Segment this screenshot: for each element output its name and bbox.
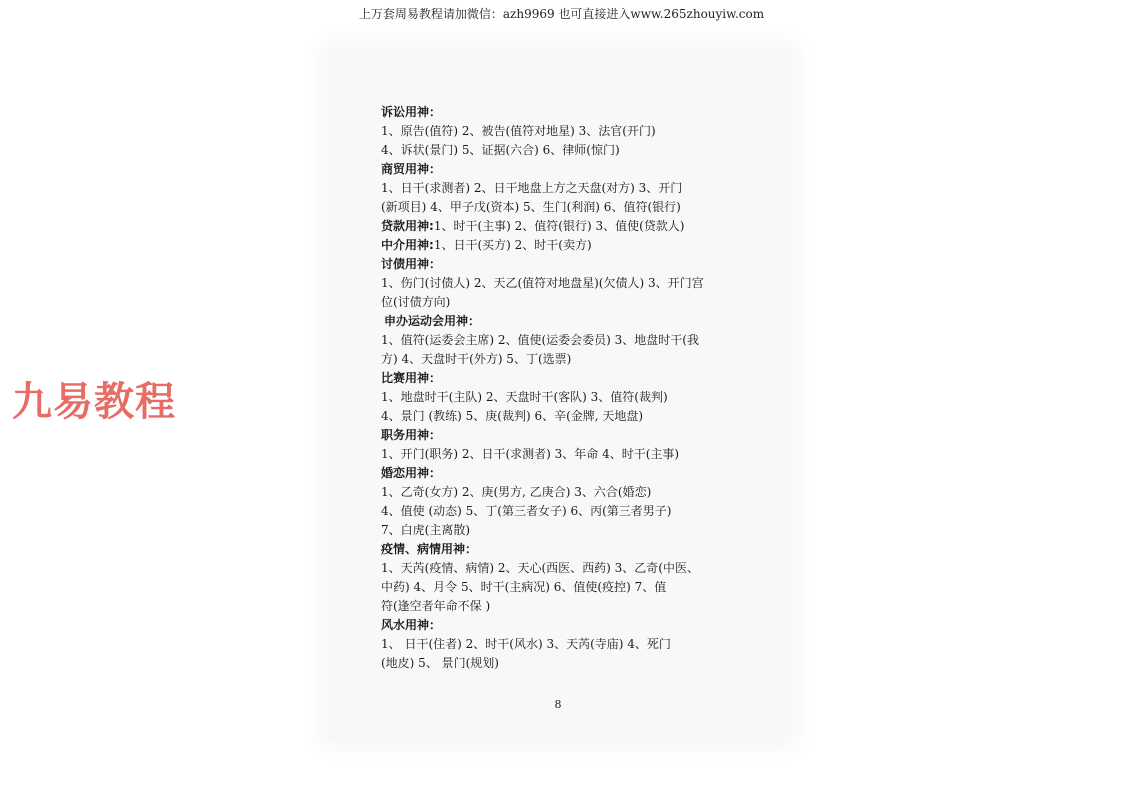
text-line: 1、 日干(住者) 2、时干(风水) 3、天芮(寺庙) 4、死门 [381,637,671,651]
text-line: 1、日干(求测者) 2、日干地盘上方之天盘(对方) 3、开门 [381,181,683,195]
text-line: 中药) 4、月令 5、时干(主病况) 6、值使(疫控) 7、值 [381,580,667,594]
text-line: (新项目) 4、甲子戊(资本) 5、生门(利润) 6、值符(银行) [381,200,681,214]
section-heading: 商贸用神： [381,162,442,176]
text-line: 1、值符(运委会主席) 2、值使(运委会委员) 3、地盘时干(我 [381,333,699,347]
section-text: 1、时干(主事) 2、值符(银行) 3、值使(贷款人) [433,219,685,233]
watermark-logo: 九易教程 [12,379,176,425]
page-content [381,103,751,673]
text-line: 1、天芮(疫情、病情) 2、天心(西医、西药) 3、乙奇(中医、 [381,561,699,575]
text-line: 1、原告(值符) 2、被告(值符对地星) 3、法官(开门) [381,124,656,138]
text-line: 4、诉状(景门) 5、证据(六合) 6、律师(惊门) [381,143,620,157]
text-line: 符(逢空者年命不保 ) [381,599,491,613]
text-line: 7、白虎(主离散) [381,523,470,537]
text-line: 1、开门(职务) 2、日干(求测者) 3、年命 4、时干(主事) [381,447,680,461]
page-number: 8 [554,698,562,711]
section-heading: 婚恋用神： [381,466,442,480]
section-heading: 比赛用神： [381,371,442,385]
section-heading: 诉讼用神： [381,105,442,119]
text-line: 方) 4、天盘时干(外方) 5、丁(选票) [381,352,572,366]
section-heading: 申办运动会用神： [384,314,481,328]
section-heading-inline: 贷款用神: [381,219,434,233]
section-line [381,236,751,255]
section-heading: 职务用神： [381,428,442,442]
text-line: (地皮) 5、 景门(规划) [381,656,499,670]
section-heading: 风水用神： [381,618,442,632]
text-line: 4、值使 (动态) 5、丁(第三者女子) 6、丙(第三者男子) [381,504,672,518]
section-heading: 讨债用神： [381,257,442,271]
text-line: 位(讨债方向) [381,295,451,309]
top-banner: 上万套周易教程请加微信：azh9969 也可直接进入www.265zhouyiw.com [358,7,765,21]
text-line: 4、景门 (教练) 5、庚(裁判) 6、辛(金牌, 天地盘) [381,409,644,423]
text-line: 1、乙奇(女方) 2、庚(男方, 乙庚合) 3、六合(婚恋) [381,485,652,499]
text-line: 1、伤门(讨债人) 2、天乙(值符对地盘星)(欠债人) 3、开门宫 [381,276,704,290]
section-heading: 疫情、病情用神： [381,542,478,556]
section-line [381,217,751,236]
section-heading-inline: 中介用神: [381,238,434,252]
section-text: 1、日干(买方) 2、时干(卖方) [433,238,592,252]
text-line: 1、地盘时干(主队) 2、天盘时干(客队) 3、值符(裁判) [381,390,668,404]
